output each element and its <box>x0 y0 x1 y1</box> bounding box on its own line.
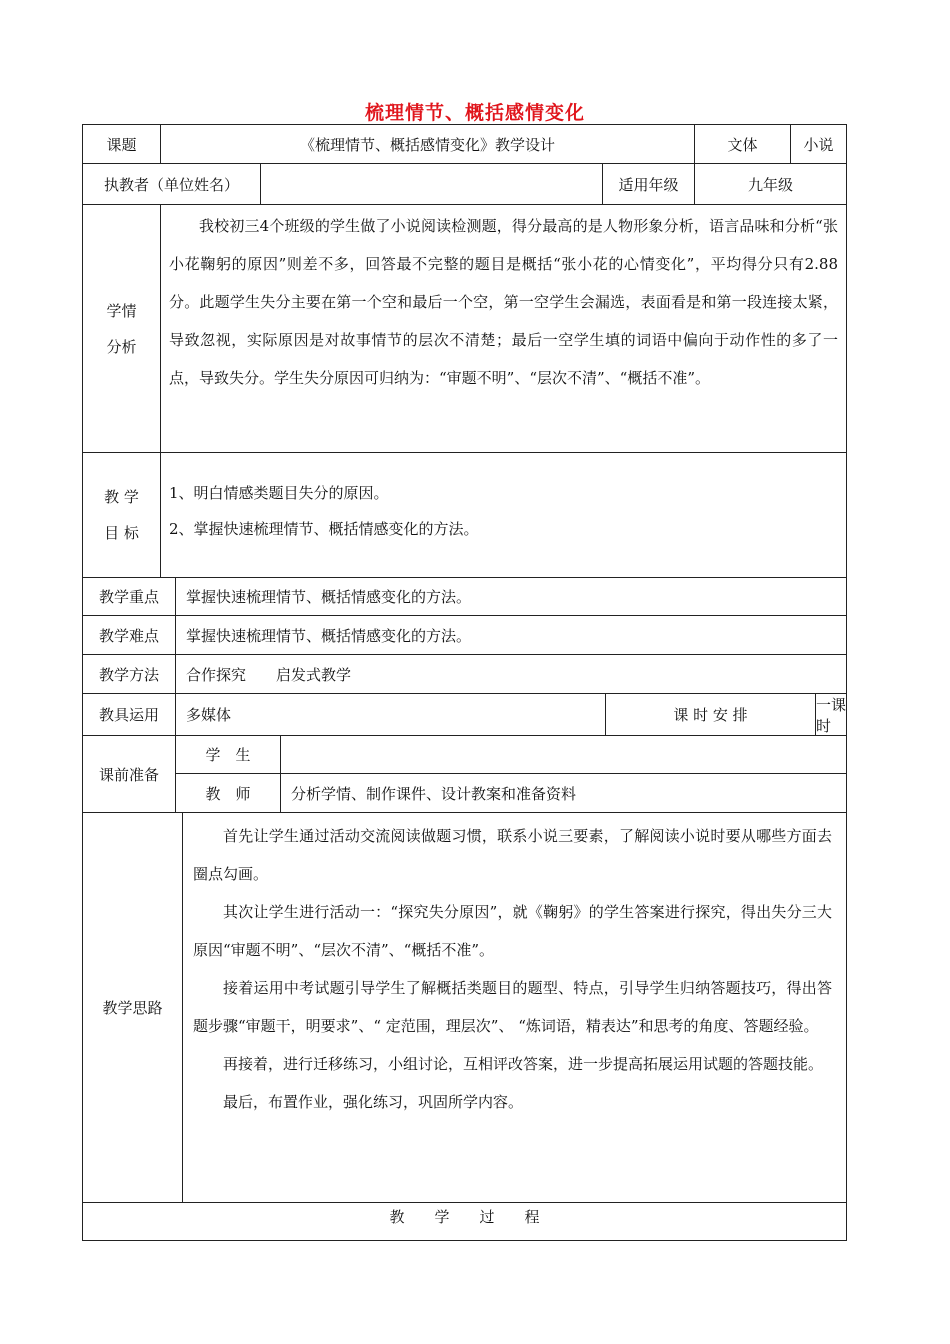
tools-value: 多媒体 <box>175 694 605 735</box>
goals-label-line1: 教 学 <box>104 488 139 506</box>
method-value: 合作探究 启发式教学 <box>175 655 846 693</box>
goals-label-line2: 目 标 <box>104 524 139 542</box>
thinking-content <box>182 813 846 1202</box>
goals-label <box>83 453 160 577</box>
tools-label: 教具运用 <box>98 706 159 724</box>
row-tools <box>82 694 847 736</box>
prep-value-column <box>280 736 846 812</box>
row-difficulty <box>82 616 847 655</box>
goal-item-2: 2、掌握快速梳理情节、概括情感变化的方法。 <box>169 520 479 538</box>
key-point-label: 教学重点 <box>98 588 159 606</box>
teacher-label: 执教者（单位姓名） <box>103 175 239 194</box>
teacher-value <box>260 164 602 204</box>
analysis-content <box>160 205 846 452</box>
topic-label: 课题 <box>106 135 137 154</box>
thinking-paragraph-3: 接着运用中考试题引导学生了解概括类题目的题型、特点，引导学生归纳答题技巧，得出答题步骤“审题干，明要求”、“ 定范围，理层次”、 “炼词语，精表达”和思考的角度、答题经验。 <box>193 979 832 1035</box>
schedule-label: 课 时 安 排 <box>605 694 815 735</box>
row-process <box>82 1203 847 1241</box>
genre-value: 小说 <box>790 125 846 163</box>
topic-value: 《梳理情节、概括感情变化》教学设计 <box>160 125 694 163</box>
prep-label: 课前准备 <box>98 765 159 784</box>
row-prep <box>82 736 847 813</box>
prep-teacher-label: 教 师 <box>176 773 280 812</box>
prep-student-label: 学 生 <box>205 746 251 764</box>
difficulty-label: 教学难点 <box>98 626 159 645</box>
difficulty-value: 掌握快速梳理情节、概括情感变化的方法。 <box>175 616 846 654</box>
prep-role-column <box>175 736 280 812</box>
row-key-point <box>82 578 847 616</box>
analysis-label-line1: 学情 <box>106 301 137 320</box>
prep-teacher-value: 分析学情、制作课件、设计教案和准备资料 <box>281 773 846 812</box>
analysis-label-line2: 分析 <box>106 337 137 356</box>
row-topic <box>82 124 847 164</box>
process-label: 教 学 过 程 <box>389 1208 540 1226</box>
row-teacher <box>82 164 847 205</box>
thinking-paragraph-2: 其次让学生进行活动一：“探究失分原因”，就《鞠躬》的学生答案进行探究，得出失分三大原因“审题不明”、“层次不清”、“概括不准”。 <box>193 903 832 959</box>
key-point-value: 掌握快速梳理情节、概括情感变化的方法。 <box>175 578 846 615</box>
row-analysis <box>82 205 847 453</box>
row-thinking <box>82 813 847 1203</box>
row-goals <box>82 453 847 578</box>
grade-value: 九年级 <box>694 164 846 204</box>
goals-content <box>160 453 846 577</box>
thinking-paragraph-1: 首先让学生通过活动交流阅读做题习惯，联系小说三要素，了解阅读小说时要从哪些方面去圈点勾画。 <box>193 827 832 883</box>
method-label: 教学方法 <box>98 665 159 684</box>
thinking-label: 教学思路 <box>102 999 163 1017</box>
thinking-paragraph-4: 再接着，进行迁移练习，小组讨论，互相评改答案，进一步提高拓展运用试题的答题技能。 <box>223 1055 824 1073</box>
grade-label: 适用年级 <box>602 164 694 204</box>
document-title: 梳理情节、概括感情变化 <box>364 102 585 124</box>
analysis-text: 我校初三4个班级的学生做了小说阅读检测题，得分最高的是人物形象分析，语言品味和分析“张小花鞠躬的原因”则差不多，回答最不完整的题目是概括“张小花的心情变化”，平均得分只有2.88分。此题学生失分主要在第一个空和最后一个空，第一空学生会漏选，表面看是和第一段连接太紧，导致忽视，实际原因是对故事情节的层次不清楚；最后一空学生填的词语中偏向于动作性的多了一点，导致失分。学生失分原因可归纳为：“审题不明”、“层次不清”、“概括不准”。 <box>169 217 838 387</box>
goal-item-1: 1、明白情感类题目失分的原因。 <box>169 484 389 502</box>
schedule-value: 一课时 <box>816 695 847 735</box>
row-method <box>82 655 847 694</box>
genre-label: 文体 <box>694 125 790 163</box>
lesson-plan-table <box>82 124 847 1241</box>
prep-student-value <box>281 736 846 773</box>
analysis-label <box>83 205 160 452</box>
thinking-paragraph-5: 最后，布置作业，强化练习，巩固所学内容。 <box>223 1093 524 1111</box>
